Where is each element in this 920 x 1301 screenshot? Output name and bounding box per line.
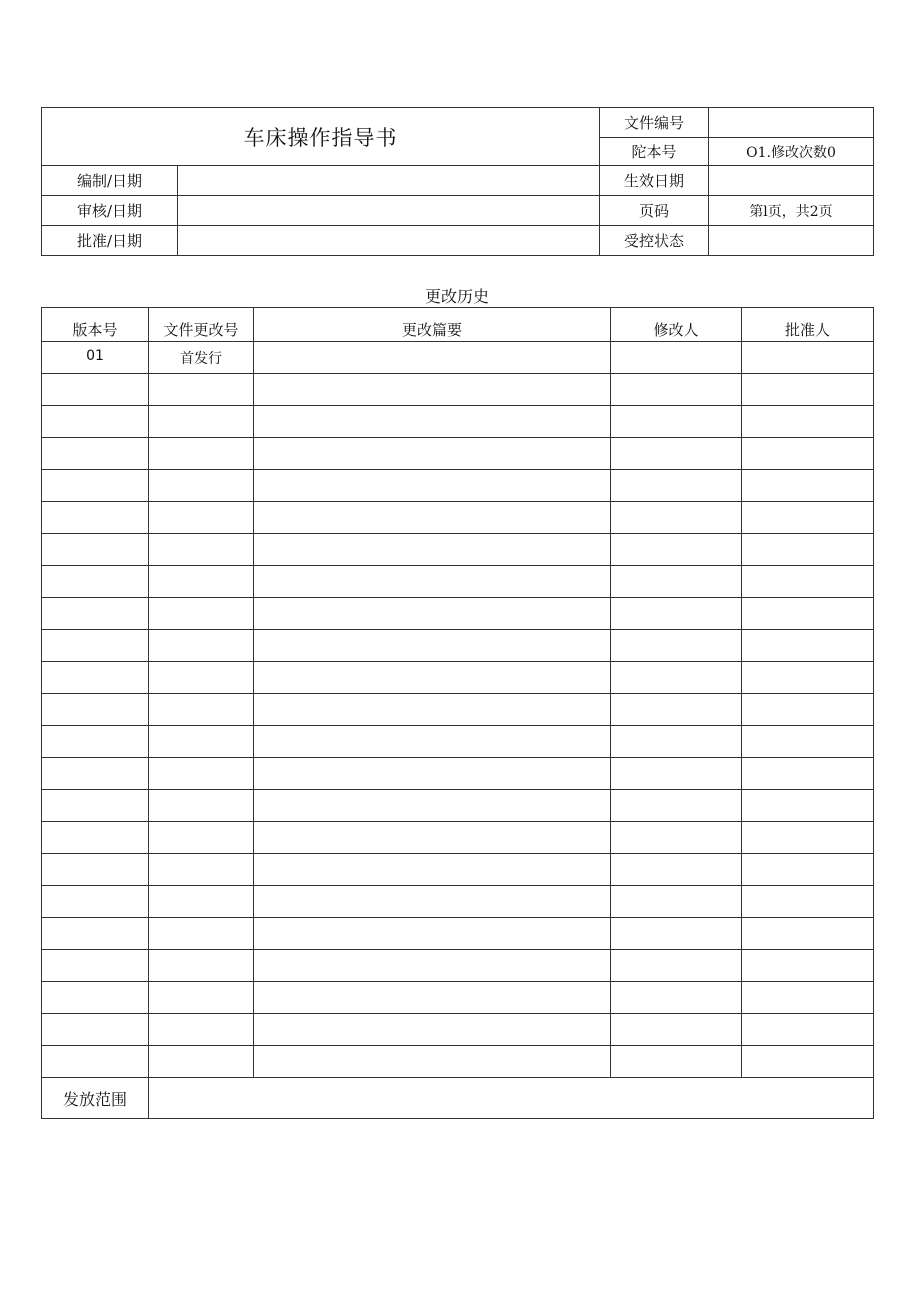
distribution-row xyxy=(42,1078,874,1119)
col-header-approver: 批准人 xyxy=(742,308,874,342)
cell-summary xyxy=(254,950,611,982)
cell-summary xyxy=(254,758,611,790)
cell-approver xyxy=(742,662,874,694)
file-no-label: 文件编号 xyxy=(600,108,709,138)
cell-version xyxy=(42,886,149,918)
change-history-title: 更改历史 xyxy=(424,287,489,306)
table-row xyxy=(42,470,874,502)
review-date-value xyxy=(178,196,600,226)
control-status-label: 受控状态 xyxy=(600,226,709,256)
cell-version xyxy=(42,1014,149,1046)
table-row xyxy=(42,534,874,566)
cell-modifier xyxy=(611,534,742,566)
cell-approver xyxy=(742,630,874,662)
cell-modifier xyxy=(611,758,742,790)
cell-change-no xyxy=(149,566,254,598)
cell-summary xyxy=(254,886,611,918)
cell-version xyxy=(42,726,149,758)
distribution-label: 发放范围 xyxy=(42,1078,149,1119)
cell-version xyxy=(42,950,149,982)
approve-date-label: 批准/日期 xyxy=(42,226,178,256)
table-row xyxy=(42,886,874,918)
change-history-header-row xyxy=(42,308,874,342)
cell-approver xyxy=(742,918,874,950)
cell-change-no xyxy=(149,470,254,502)
table-row xyxy=(42,566,874,598)
cell-modifier xyxy=(611,982,742,1014)
cell-version xyxy=(42,758,149,790)
cell-version xyxy=(42,1046,149,1078)
cell-change-no xyxy=(149,950,254,982)
table-row xyxy=(42,790,874,822)
cell-approver xyxy=(742,726,874,758)
cell-version xyxy=(42,630,149,662)
cell-change-no xyxy=(149,502,254,534)
cell-summary xyxy=(254,790,611,822)
cell-summary xyxy=(254,694,611,726)
cell-summary xyxy=(254,598,611,630)
cell-version xyxy=(42,918,149,950)
cell-version xyxy=(42,790,149,822)
cell-summary xyxy=(254,630,611,662)
effective-date-value xyxy=(709,166,874,196)
cell-modifier xyxy=(611,1014,742,1046)
cell-change-no xyxy=(149,694,254,726)
cell-modifier xyxy=(611,502,742,534)
cell-modifier xyxy=(611,822,742,854)
cell-change-no xyxy=(149,790,254,822)
cell-summary xyxy=(254,822,611,854)
cell-approver xyxy=(742,406,874,438)
change-history-table xyxy=(41,307,874,1119)
cell-summary xyxy=(254,982,611,1014)
cell-approver xyxy=(742,886,874,918)
cell-approver xyxy=(742,854,874,886)
table-row xyxy=(42,502,874,534)
table-row xyxy=(42,1046,874,1078)
table-row xyxy=(42,342,874,374)
cell-approver xyxy=(742,502,874,534)
cell-summary xyxy=(254,566,611,598)
table-row xyxy=(42,982,874,1014)
effective-date-label: 生效日期 xyxy=(600,166,709,196)
cell-change-no xyxy=(149,822,254,854)
cell-modifier xyxy=(611,918,742,950)
cell-approver xyxy=(742,758,874,790)
cell-change-no xyxy=(149,406,254,438)
cell-modifier xyxy=(611,598,742,630)
cell-version xyxy=(42,566,149,598)
cell-change-no xyxy=(149,1014,254,1046)
table-row xyxy=(42,374,874,406)
cell-modifier xyxy=(611,1046,742,1078)
cell-version xyxy=(42,438,149,470)
cell-summary xyxy=(254,374,611,406)
cell-approver xyxy=(742,470,874,502)
cell-modifier xyxy=(611,470,742,502)
version-value: O1.修改次数0 xyxy=(709,138,874,166)
table-row xyxy=(42,694,874,726)
col-header-modifier: 修改人 xyxy=(611,308,742,342)
cell-change-no xyxy=(149,1046,254,1078)
table-row xyxy=(42,822,874,854)
cell-approver xyxy=(742,1014,874,1046)
col-header-version: 版本号 xyxy=(42,308,149,342)
cell-approver xyxy=(742,790,874,822)
document-header-table xyxy=(41,107,874,256)
table-row xyxy=(42,950,874,982)
cell-modifier xyxy=(611,438,742,470)
cell-change-no: 首发行 xyxy=(149,342,254,374)
cell-version xyxy=(42,534,149,566)
cell-version xyxy=(42,374,149,406)
cell-version xyxy=(42,694,149,726)
cell-change-no xyxy=(149,662,254,694)
cell-change-no xyxy=(149,630,254,662)
cell-change-no xyxy=(149,438,254,470)
table-row xyxy=(42,438,874,470)
cell-change-no xyxy=(149,918,254,950)
cell-version: 01 xyxy=(42,342,149,374)
cell-modifier xyxy=(611,886,742,918)
table-row xyxy=(42,726,874,758)
cell-version xyxy=(42,982,149,1014)
cell-modifier xyxy=(611,790,742,822)
cell-summary xyxy=(254,662,611,694)
cell-version xyxy=(42,822,149,854)
cell-modifier xyxy=(611,694,742,726)
change-history-body xyxy=(42,308,874,1119)
distribution-value xyxy=(149,1078,874,1119)
col-header-summary: 更改篇要 xyxy=(254,308,611,342)
cell-approver xyxy=(742,374,874,406)
page-label: 页码 xyxy=(600,196,709,226)
cell-version xyxy=(42,406,149,438)
edit-date-value xyxy=(178,166,600,196)
cell-version xyxy=(42,470,149,502)
table-row xyxy=(42,630,874,662)
cell-version xyxy=(42,598,149,630)
cell-summary xyxy=(254,406,611,438)
cell-summary xyxy=(254,918,611,950)
cell-change-no xyxy=(149,598,254,630)
document-title: 车床操作指导书 xyxy=(42,108,600,166)
col-header-change-no: 文件更改号 xyxy=(149,308,254,342)
cell-change-no xyxy=(149,726,254,758)
cell-modifier xyxy=(611,374,742,406)
cell-modifier xyxy=(611,566,742,598)
cell-modifier xyxy=(611,726,742,758)
cell-approver xyxy=(742,534,874,566)
cell-summary xyxy=(254,342,611,374)
control-status-value xyxy=(709,226,874,256)
cell-summary xyxy=(254,726,611,758)
version-label: 陀本号 xyxy=(600,138,709,166)
cell-summary xyxy=(254,470,611,502)
table-row xyxy=(42,854,874,886)
cell-modifier xyxy=(611,662,742,694)
page-value: 第l页，共2页 xyxy=(709,196,874,226)
approve-date-value xyxy=(178,226,600,256)
cell-approver xyxy=(742,950,874,982)
cell-change-no xyxy=(149,854,254,886)
cell-summary xyxy=(254,854,611,886)
cell-summary xyxy=(254,502,611,534)
cell-summary xyxy=(254,1014,611,1046)
edit-date-label: 编制/日期 xyxy=(42,166,178,196)
table-row xyxy=(42,758,874,790)
cell-approver xyxy=(742,694,874,726)
cell-change-no xyxy=(149,534,254,566)
cell-summary xyxy=(254,438,611,470)
cell-change-no xyxy=(149,758,254,790)
table-row xyxy=(42,1014,874,1046)
cell-modifier xyxy=(611,406,742,438)
cell-modifier xyxy=(611,342,742,374)
cell-version xyxy=(42,662,149,694)
cell-modifier xyxy=(611,630,742,662)
cell-change-no xyxy=(149,374,254,406)
cell-change-no xyxy=(149,886,254,918)
cell-version xyxy=(42,502,149,534)
cell-summary xyxy=(254,1046,611,1078)
cell-approver xyxy=(742,598,874,630)
cell-approver xyxy=(742,342,874,374)
table-row xyxy=(42,598,874,630)
cell-version xyxy=(42,854,149,886)
cell-summary xyxy=(254,534,611,566)
cell-approver xyxy=(742,1046,874,1078)
review-date-label: 审核/日期 xyxy=(42,196,178,226)
table-row xyxy=(42,918,874,950)
cell-approver xyxy=(742,982,874,1014)
cell-modifier xyxy=(611,950,742,982)
file-no-value xyxy=(709,108,874,138)
table-row xyxy=(42,662,874,694)
cell-change-no xyxy=(149,982,254,1014)
cell-approver xyxy=(742,822,874,854)
cell-modifier xyxy=(611,854,742,886)
cell-approver xyxy=(742,438,874,470)
cell-approver xyxy=(742,566,874,598)
table-row xyxy=(42,406,874,438)
